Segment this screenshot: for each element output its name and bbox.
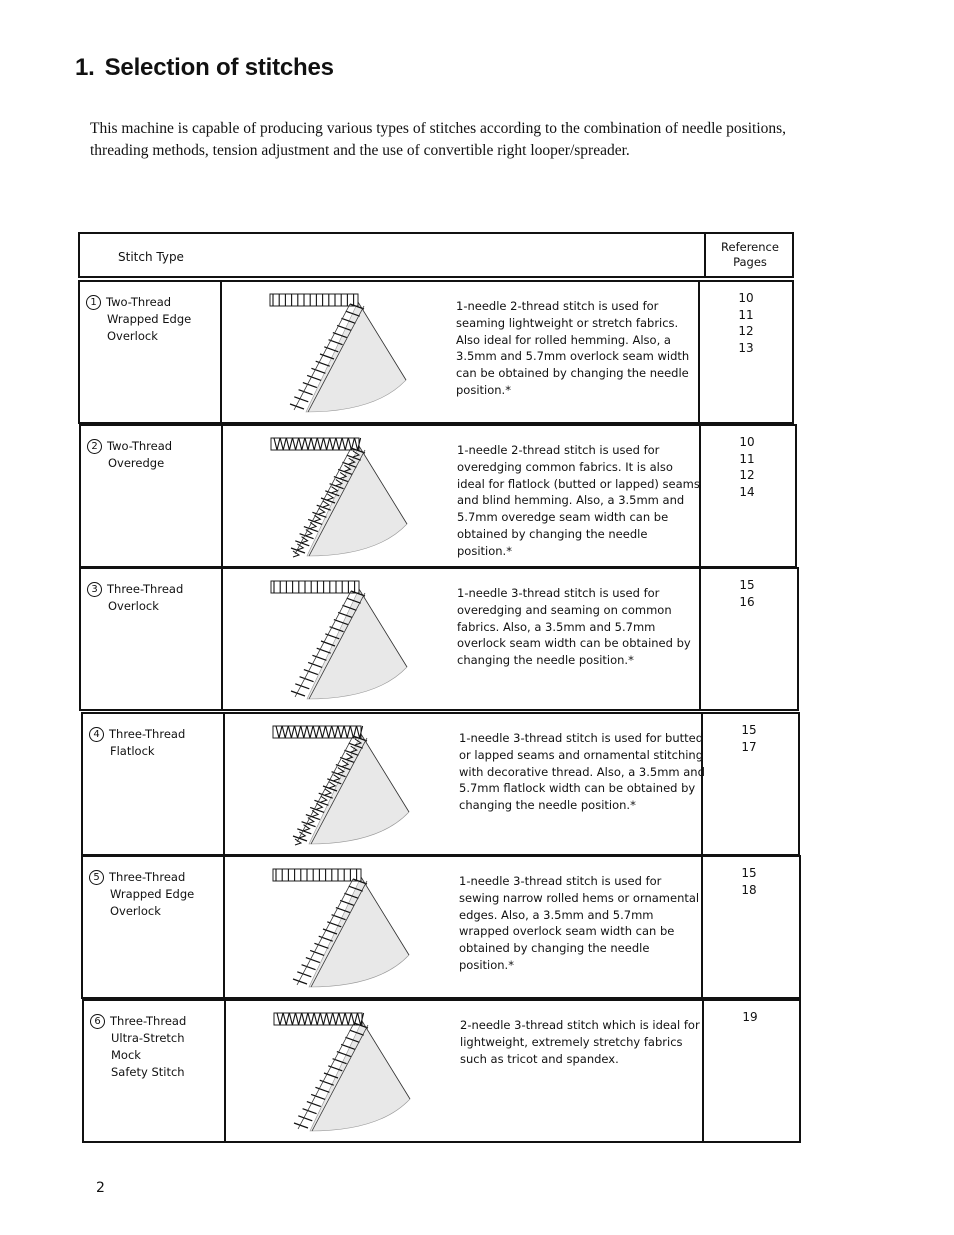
stitch-illustration (223, 714, 705, 854)
stitch-description: 1-needle 2-thread stitch is used for overedging common fabrics. It is also ideal for flatlock (butted or lapped) seams and blind hemming. Also, a 3.5mm and 5.7mm overedge seam width can be obtained by changing the needle position.* (457, 443, 700, 558)
reference-page-number: 17 (741, 739, 757, 754)
reference-pages (699, 426, 793, 566)
reference-page-number: 11 (738, 307, 754, 322)
stitch-illustration (223, 857, 701, 997)
stitch-name (86, 294, 191, 345)
reference-page-number: 14 (739, 484, 755, 499)
table-header (78, 232, 794, 278)
stitch-description: 2-needle 3-thread stitch which is ideal for lightweight, extremely stretchy fabrics such as tricot and spandex. (460, 1018, 700, 1066)
stitch-description: 1-needle 2-thread stitch is used for seaming lightweight or stretch fabrics. Also ideal for rolled hemming. Also, a 3.5mm and 5.7mm overlock seam width can be obtained by changing the needle position.* (456, 299, 690, 397)
stitch-name-line2: Overlock (108, 599, 159, 613)
stitch-name (89, 726, 185, 760)
table-row (79, 567, 799, 711)
page-number: 2 (96, 1180, 105, 1196)
stitch-name-line1: Two-Thread (106, 295, 172, 309)
section-number: 1. (75, 54, 95, 81)
stitch-illustration-icon (267, 432, 417, 560)
stitch-name-line3: Overlock (107, 329, 158, 343)
stitch-illustration-icon (270, 1007, 420, 1135)
stitch-illustration-icon (269, 863, 419, 991)
stitch-name-line2: Overedge (108, 456, 165, 470)
stitch-illustration-icon (269, 720, 419, 848)
table-row (82, 999, 801, 1143)
stitch-name-line4: Safety Stitch (111, 1065, 185, 1079)
stitch-type-header: Stitch Type (118, 250, 184, 264)
stitch-name-line2: Flatlock (110, 744, 155, 758)
section-title: Selection of stitches (104, 54, 334, 81)
stitch-illustration-icon (266, 288, 416, 416)
reference-page-number: 11 (739, 451, 755, 466)
stitch-name (89, 869, 194, 920)
reference-page-number: 12 (739, 468, 755, 482)
stitch-name-line3: Overlock (110, 904, 161, 918)
stitch-name (87, 581, 183, 615)
reference-header-line2: Pages (733, 255, 767, 269)
stitch-illustration (221, 569, 699, 709)
stitch-illustration (221, 426, 699, 566)
stitch-description: 1-needle 3-thread stitch is used for sewing narrow rolled hems or ornamental edges. Also, a 3.5mm and 5.7mm wrapped overlock seam width can be obtained by changing the needle position.* (459, 874, 700, 972)
reference-page-number: 10 (739, 435, 755, 449)
stitch-name-line1: Three-Thread (109, 870, 186, 884)
reference-pages (701, 857, 795, 997)
reference-page-number: 10 (738, 291, 754, 305)
stitch-name-line1: Two-Thread (107, 439, 173, 453)
stitch-description: 1-needle 3-thread stitch is used for butted or lapped seams and ornamental stitching with decorative thread. Also, a 3.5mm and 5.7mm flatlock width can be obtained by changing the needle position.* (459, 731, 705, 813)
reference-pages (698, 282, 792, 422)
stitch-name-line1: Three-Thread (109, 727, 186, 741)
reference-pages-header (704, 234, 794, 276)
reference-page-number: 15 (739, 578, 755, 592)
stitch-illustration (224, 1001, 702, 1141)
stitch-name (87, 438, 172, 472)
reference-page-number: 18 (741, 882, 757, 897)
page-title (75, 54, 334, 82)
stitch-name (90, 1013, 186, 1081)
reference-pages (701, 714, 795, 854)
reference-page-number: 12 (738, 324, 754, 338)
stitch-name-line1: Three-Thread (110, 1014, 187, 1028)
reference-page-number: 16 (739, 594, 755, 609)
stitch-name-line2: Wrapped Edge (110, 887, 195, 901)
reference-pages (702, 1001, 796, 1141)
stitch-number-marker: 4 (89, 727, 104, 742)
reference-page-number: 15 (741, 723, 757, 737)
reference-page-number: 19 (742, 1010, 758, 1024)
table-row (78, 280, 794, 424)
stitch-name-line1: Three-Thread (107, 582, 184, 596)
reference-page-number: 13 (738, 340, 754, 355)
table-row (79, 424, 797, 568)
stitch-number-marker: 2 (87, 439, 102, 454)
table-row (81, 855, 801, 999)
stitch-number-marker: 1 (86, 295, 101, 310)
intro-paragraph: This machine is capable of producing various types of stitches according to the combination of needle positions, threading methods, tension adjustment and the use of convertible right looper/spreader. (90, 120, 787, 159)
stitch-illustration (220, 282, 698, 422)
reference-page-number: 15 (741, 866, 757, 880)
stitch-name-line2: Ultra-Stretch (111, 1031, 185, 1045)
reference-pages (699, 569, 793, 709)
stitch-number-marker: 5 (89, 870, 104, 885)
stitch-name-line3: Mock (111, 1048, 141, 1062)
stitch-name-line2: Wrapped Edge (107, 312, 192, 326)
reference-header-line1: Reference (721, 240, 779, 254)
stitch-illustration-icon (267, 575, 417, 703)
table-row (81, 712, 800, 856)
stitch-number-marker: 3 (87, 582, 102, 597)
stitch-description: 1-needle 3-thread stitch is used for overedging and seaming on common fabrics. Also, a 3.5mm and 5.7mm overlock seam width can be obtained by changing the needle position.* (457, 586, 691, 668)
stitch-number-marker: 6 (90, 1014, 105, 1029)
